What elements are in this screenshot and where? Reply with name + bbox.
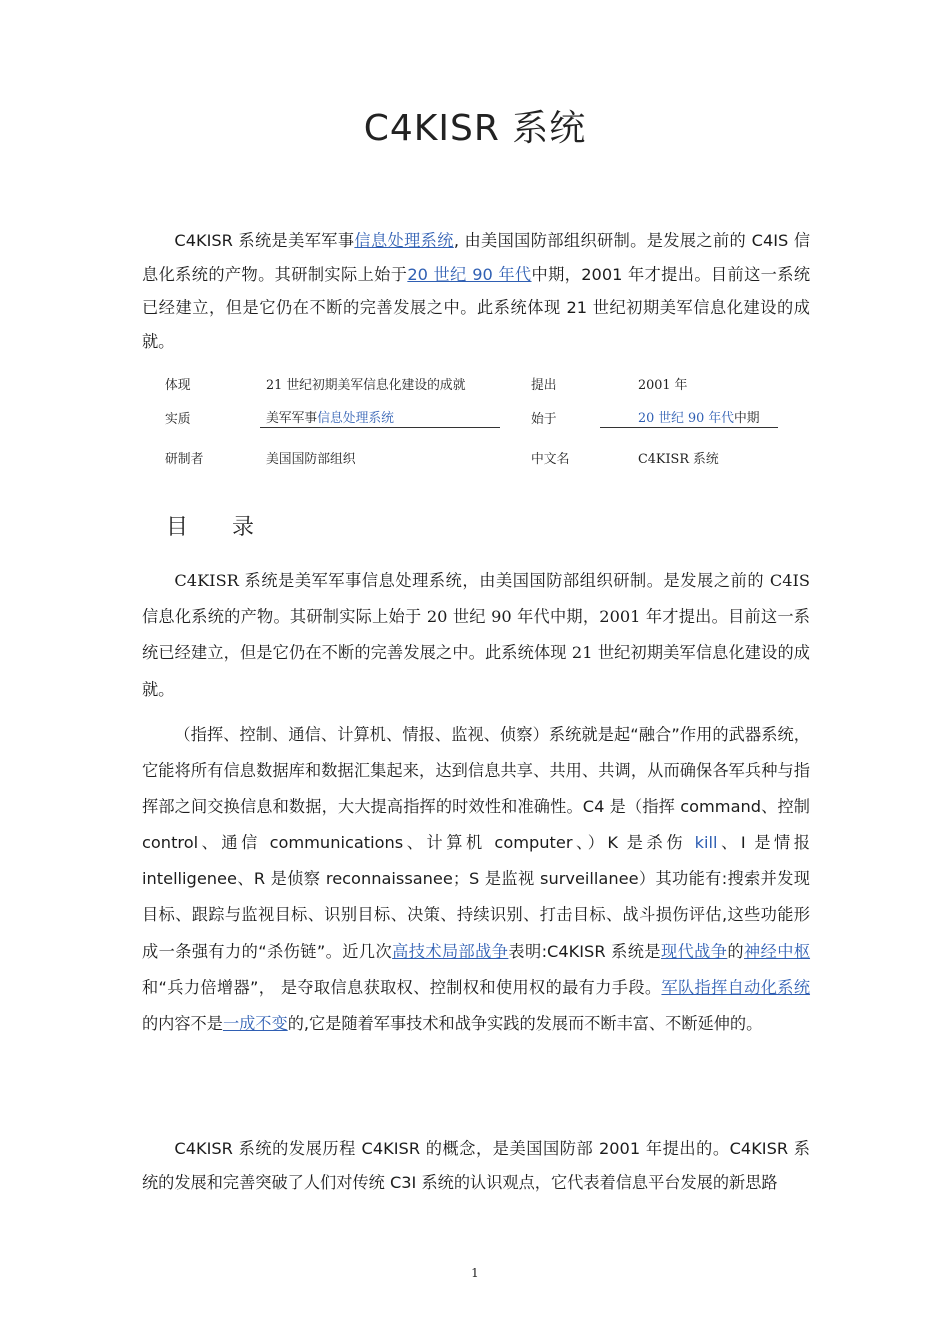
- infobox-value-text: 中期: [733, 410, 760, 426]
- desc-text-1: （指挥、控制、通信、计算机、情报、监视、侦察）系统就是起“融合”作用的武器系统，它能将所有信息数据库和数据汇集起来，达到信息共享、共用、共调，从而确保各军兵种与指挥部之间交换信息和数据，大大提高指挥的时效性和准确性。C4 是（指挥 command、控制 control、通信 communications、计算机 computer、）K 是杀伤: [142, 725, 810, 853]
- infobox-row: [150, 400, 778, 434]
- infobox-key: 研制者: [165, 451, 204, 467]
- link-nerve-center[interactable]: 神经中枢: [744, 941, 811, 961]
- desc-text-5: 和“兵力倍增器”， 是夺取信息获取权、控制权和使用权的最有力手段。: [142, 977, 662, 997]
- intro-text-c: 中期，2001 年才提出。目前这一系统已经建立，但是它仍在不断的完善发展之中。此系统体现 21 世纪初期美军信息化建设的成就。: [142, 264, 811, 351]
- infobox-link-1990s[interactable]: 20 世纪 90 年代: [638, 410, 734, 426]
- kill-term: kill: [694, 833, 718, 853]
- infobox-key: 始于: [531, 411, 557, 427]
- link-modern-warfare[interactable]: 现代战争: [660, 941, 728, 961]
- infobox-key: 实质: [165, 411, 191, 427]
- infobox-key: 中文名: [531, 451, 570, 467]
- intro-text-b: , 由美国国防部组织研制。是发展之前的 C4IS 信息化系统的产物。其研制实际上始于: [142, 231, 811, 284]
- intro-text-a: C4KISR 系统是美军军事: [174, 231, 355, 250]
- link-info-processing-system[interactable]: 信息处理系统: [354, 231, 454, 250]
- infobox-value-text: 美军军事: [266, 410, 318, 426]
- desc-text-7: 的,它是随着军事技术和战争实践的发展而不断丰富、不断延伸的。: [287, 1013, 763, 1033]
- link-1990s[interactable]: 20 世纪 90 年代: [407, 264, 532, 284]
- history-paragraph: C4KISR 系统的发展历程 C4KISR 的概念，是美国国防部 2001 年提出的。C4KISR 系统的发展和完善突破了人们对传统 C3I 系统的认识观点，它代表着信息平台发展的新思路: [142, 1139, 810, 1192]
- infobox-value: [251, 400, 516, 434]
- link-command-automation-system[interactable]: 军队指挥自动化系统: [661, 977, 811, 997]
- link-unchanging[interactable]: 一成不变: [222, 1013, 288, 1033]
- description-paragraph: [142, 717, 810, 1042]
- toc-char-2: 录: [232, 515, 255, 540]
- infobox-value: 美国国防部组织: [266, 451, 356, 467]
- desc-text-2: 、I 是情报 intelligenee、R 是侦察 reconnaissanee；S 是监视 surveillanee）其功能有:搜索并发现目标、跟踪与监视目标、识别目标、决策、持续识别、打击目标、战斗损伤评估,这些功能形成一条强有力的“杀伤链”。近几次: [142, 833, 810, 961]
- infobox-key: 体现: [165, 377, 191, 393]
- infobox-row: [150, 434, 778, 480]
- desc-text-3: 表明:C4KISR 系统是: [508, 941, 661, 961]
- infobox-value: C4KISR 系统: [638, 451, 719, 467]
- desc-text-6: 的内容不是: [142, 1013, 223, 1033]
- infobox-table: [150, 366, 778, 480]
- desc-text-4: 的: [727, 941, 745, 961]
- toc-char-1: 目: [166, 515, 189, 540]
- infobox-row: [150, 366, 778, 400]
- document-title: C4KISR 系统: [363, 108, 587, 149]
- infobox-link-info-system[interactable]: 信息处理系统: [317, 410, 394, 426]
- infobox-value: 21 世纪初期美军信息化建设的成就: [266, 377, 466, 393]
- infobox-value: [623, 400, 778, 434]
- summary-paragraph: C4KISR 系统是美军军事信息处理系统，由美国国防部组织研制。是发展之前的 C4IS 信息化系统的产物。其研制实际上始于 20 世纪 90 年代中期，2001 年才提出。目前这一系统已经建立，但是它仍在不断的完善发展之中。此系统体现 21 世纪初期美军信息化建设的成就。: [142, 571, 810, 699]
- toc-heading: [166, 510, 254, 541]
- intro-paragraph: [142, 224, 810, 358]
- infobox-key: 提出: [531, 377, 557, 393]
- infobox-value: 2001 年: [638, 377, 688, 393]
- link-high-tech-local-war[interactable]: 高技术局部战争: [392, 941, 509, 961]
- page-number: 1: [471, 1266, 479, 1280]
